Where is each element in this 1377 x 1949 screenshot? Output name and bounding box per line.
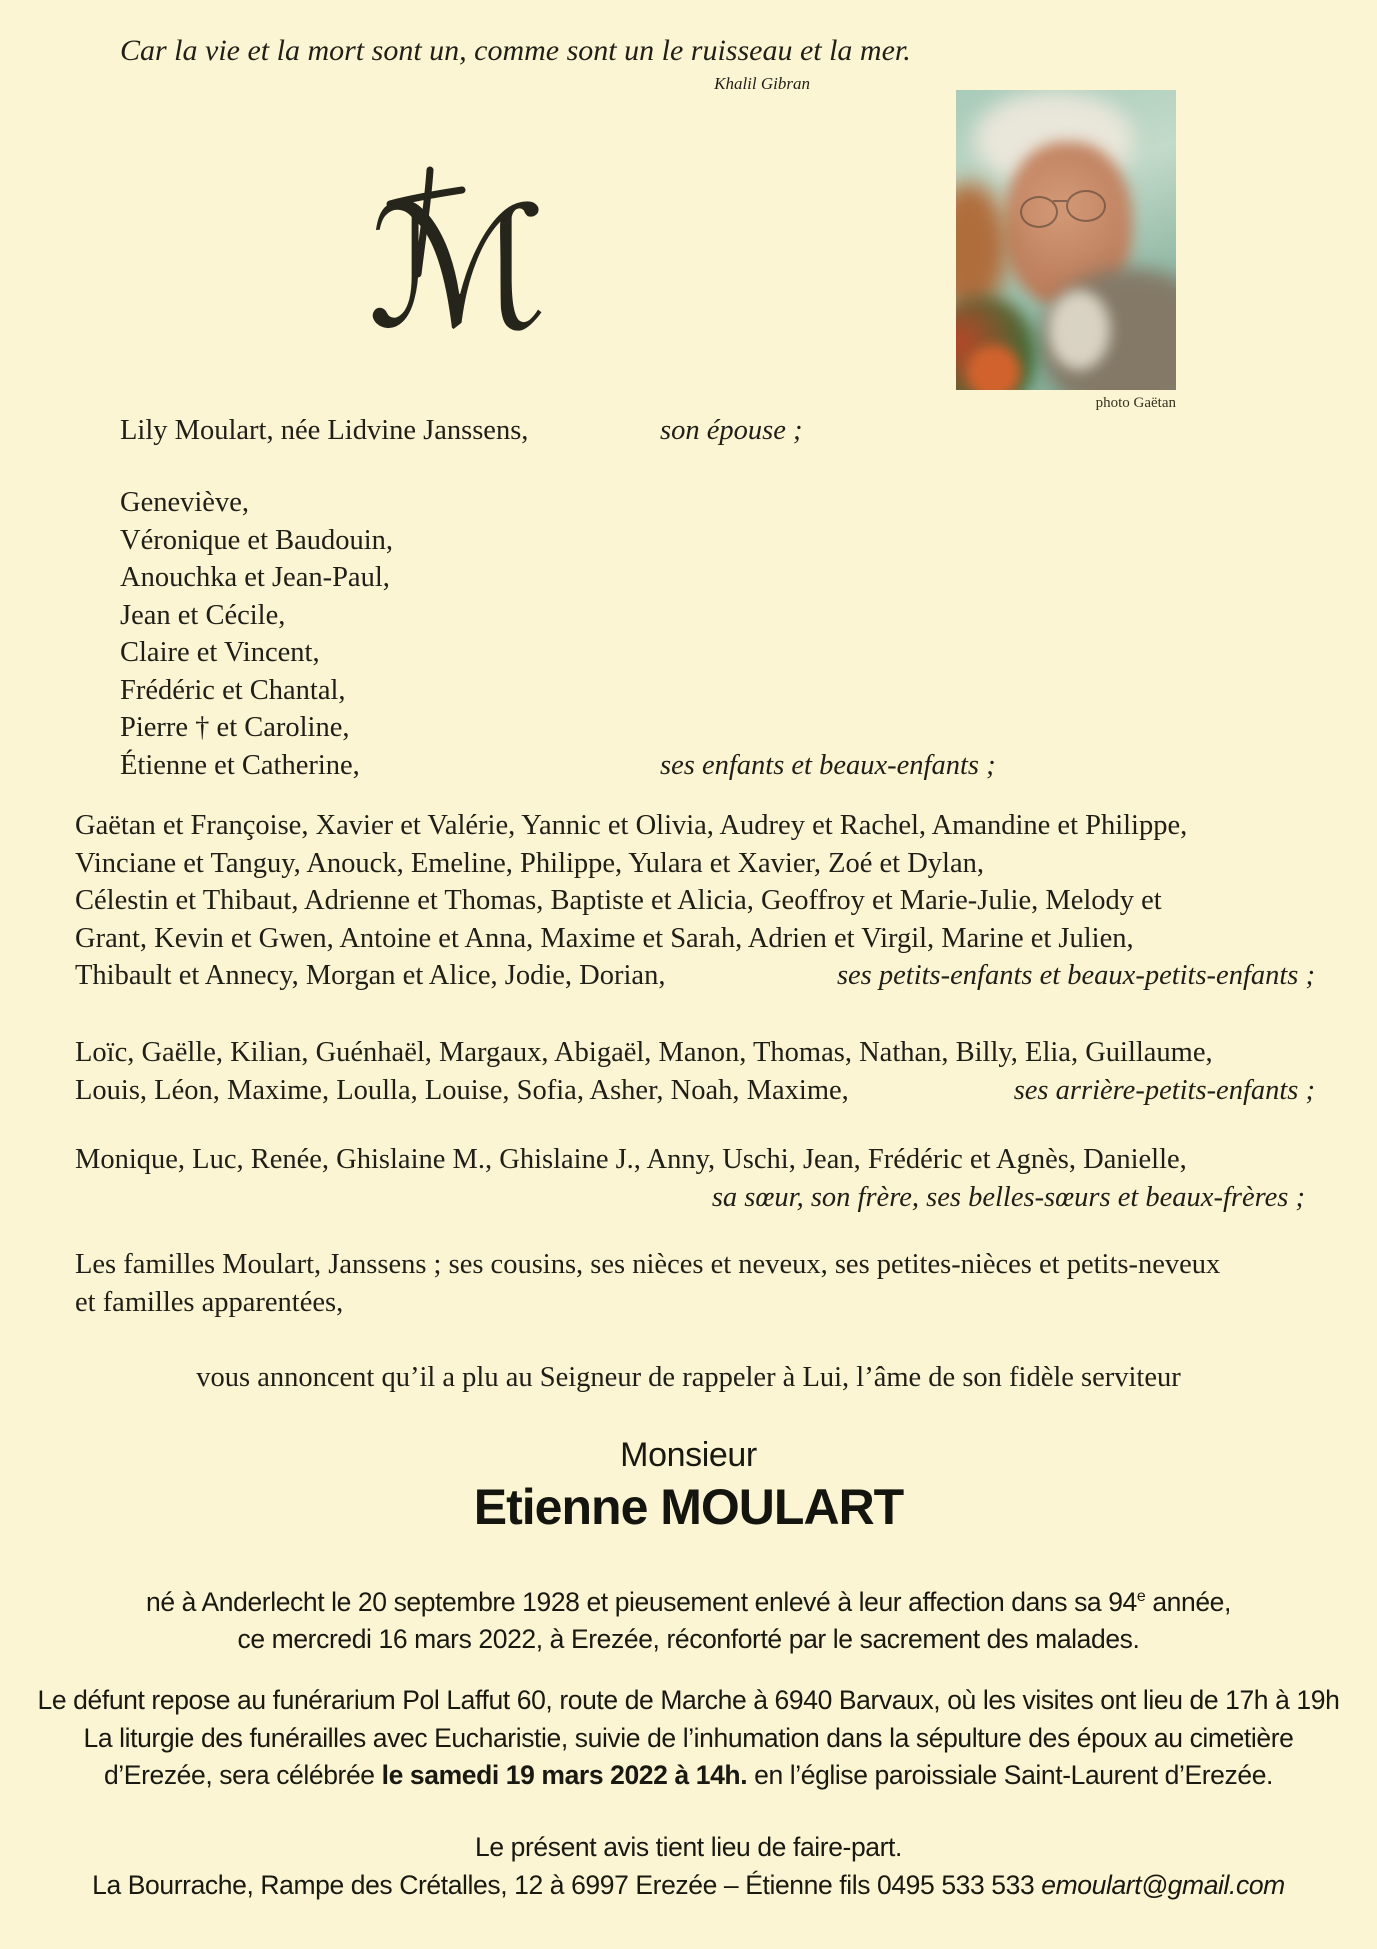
child-line: Jean et Cécile, bbox=[120, 599, 286, 631]
grandchildren-line-last: Thibault et Annecy, Morgan et Alice, Jodie, Dorian, ses petits-enfants et beaux-petits-enfants ; bbox=[75, 957, 1315, 995]
grandchildren-relation: ses petits-enfants et beaux-petits-enfants ; bbox=[836, 960, 1315, 991]
child-line: Claire et Vincent, bbox=[120, 637, 320, 668]
deceased-name: Etienne MOULART bbox=[473, 1479, 904, 1535]
child-line: Véronique et Baudouin, bbox=[120, 524, 394, 556]
glasses-icon bbox=[1020, 190, 1110, 230]
siblings-names: Monique, Luc, Renée, Ghislaine M., Ghislaine J., Anny, Uschi, Jean, Frédéric et Agnès, Danielle, bbox=[75, 1144, 1187, 1175]
life-details bbox=[0, 1578, 1377, 1658]
superscript-e: e bbox=[1136, 1588, 1146, 1605]
monogram-icon bbox=[330, 156, 660, 348]
announcement-line: vous annoncent qu’il a plu au Seigneur de rappeler à Lui, l’âme de son fidèle serviteur bbox=[196, 1362, 1181, 1393]
funeral-date-bold: le samedi 19 mars 2022 à 14h. bbox=[381, 1760, 748, 1790]
quote-author: Khalil Gibran bbox=[714, 74, 810, 93]
spouse-relation: son épouse ; bbox=[660, 415, 803, 446]
grandchildren-paragraph bbox=[75, 807, 1315, 995]
photo-bystander-hair bbox=[956, 182, 1008, 312]
photo-collar bbox=[1048, 290, 1110, 370]
life-line-1: né à Anderlecht le 20 septembre 1928 et pieusement enlevé à leur affection dans sa 94e année, bbox=[146, 1586, 1231, 1617]
footer-notice: Le présent avis tient lieu de faire-part. bbox=[475, 1832, 902, 1862]
families-paragraph bbox=[75, 1246, 1315, 1321]
photo-caption: photo Gaëtan bbox=[1095, 395, 1176, 411]
child-line: Anouchka et Jean-Paul, bbox=[120, 562, 390, 593]
grandchildren-line: Vinciane et Tanguy, Anouck, Emeline, Philippe, Yulara et Xavier, Zoé et Dylan, bbox=[75, 847, 984, 879]
great-grandchildren-relation: ses arrière-petits-enfants ; bbox=[1013, 1074, 1315, 1106]
spouse-names: Lily Moulart, née Lidvine Janssens, bbox=[120, 415, 529, 446]
great-grandchildren-line-last: Louis, Léon, Maxime, Loulla, Louise, Sofia, Asher, Noah, Maxime, ses arrière-petits-enfants ; bbox=[75, 1072, 1315, 1110]
quote-text: Car la vie et la mort sont un, comme sont un le ruisseau et la mer. bbox=[120, 34, 911, 67]
spouse-line bbox=[120, 412, 1377, 450]
contact-email: emoulart@gmail.com bbox=[1041, 1870, 1285, 1900]
child-line-last: Étienne et Catherine, ses enfants et beaux-enfants ; bbox=[120, 747, 393, 785]
siblings-paragraph bbox=[75, 1141, 1315, 1216]
footer-contact: La Bourrache, Rampe des Crétalles, 12 à 6997 Erezée – Étienne fils 0495 533 533 emoulart@gmail.com bbox=[92, 1870, 1285, 1900]
child-line: Geneviève, bbox=[120, 487, 249, 518]
children-relation: ses enfants et beaux-enfants ; bbox=[660, 749, 996, 781]
funeral-line-1: Le défunt repose au funérarium Pol Laffut 60, route de Marche à 6940 Barvaux, où les visites ont lieu de 17h à 19h bbox=[37, 1685, 1340, 1715]
great-grandchildren-paragraph bbox=[75, 1034, 1315, 1109]
families-line: Les familles Moulart, Janssens ; ses cousins, ses nièces et neveux, ses petites-nièces et petits-neveux bbox=[75, 1249, 1221, 1280]
grandchildren-line: Gaëtan et Françoise, Xavier et Valérie, Yannic et Olivia, Audrey et Rachel, Amandine et Philippe, bbox=[75, 810, 1188, 841]
funeral-line-3: d’Erezée, sera célébrée le samedi 19 mars 2022 à 14h. en l’église paroissiale Saint-Laurent d’Erezée. bbox=[103, 1760, 1274, 1790]
great-grandchildren-line: Loïc, Gaëlle, Kilian, Guénhaël, Margaux, Abigaël, Manon, Thomas, Nathan, Billy, Elia, Guillaume, bbox=[75, 1037, 1213, 1068]
life-line-2: ce mercredi 16 mars 2022, à Erezée, réconforté par le sacrement des malades. bbox=[237, 1623, 1140, 1654]
footer bbox=[0, 1828, 1377, 1904]
child-line: Frédéric et Chantal, bbox=[120, 674, 346, 706]
families-line: et familles apparentées, bbox=[75, 1286, 344, 1318]
script-m: ℳ bbox=[368, 170, 548, 348]
funeral-details bbox=[0, 1682, 1377, 1795]
deceased-title: Monsieur bbox=[620, 1436, 757, 1474]
children-list bbox=[120, 484, 996, 784]
funeral-line-2: La liturgie des funérailles avec Eucharistie, suivie de l’inhumation dans la sépulture des époux au cimetière bbox=[83, 1722, 1294, 1753]
portrait-photo bbox=[956, 90, 1176, 390]
child-line-with-cross: Pierre † et Caroline, bbox=[120, 712, 350, 743]
siblings-relation: sa sœur, son frère, ses belles-sœurs et beaux-frères ; bbox=[711, 1181, 1305, 1213]
grandchildren-line: Célestin et Thibaut, Adrienne et Thomas, Baptiste et Alicia, Geoffroy et Marie-Julie, Melody et bbox=[75, 885, 1162, 916]
grandchildren-line: Grant, Kevin et Gwen, Antoine et Anna, Maxime et Sarah, Adrien et Virgil, Marine et Julien, bbox=[75, 922, 1134, 954]
